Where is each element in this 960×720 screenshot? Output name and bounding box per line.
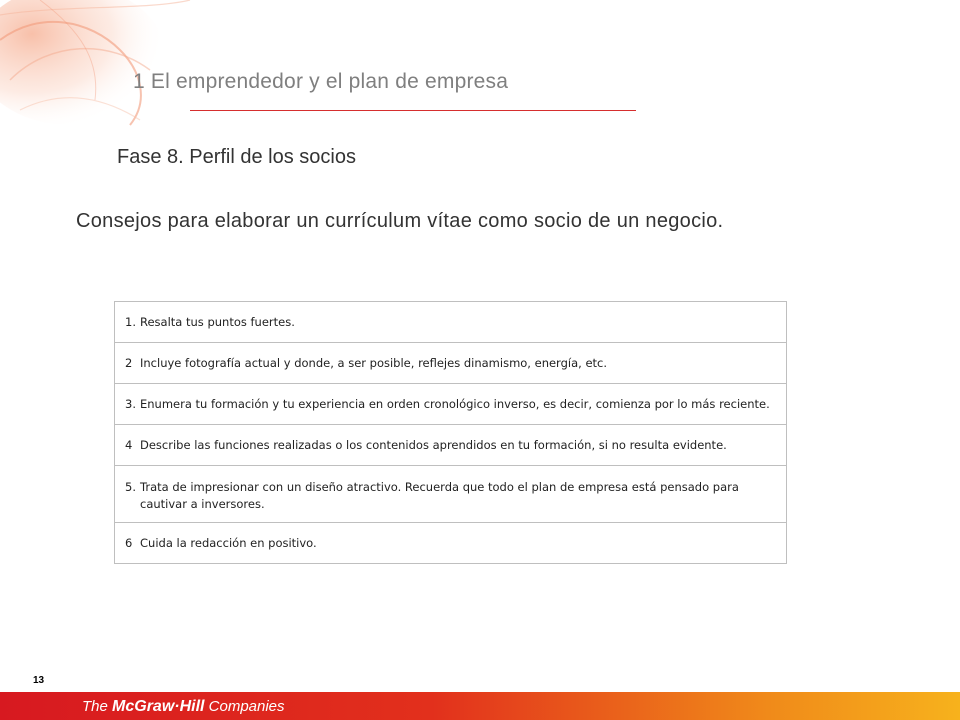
tip-text: Describe las funciones realizadas o los contenidos aprendidos en tu formación, si no resulta evidente. bbox=[140, 437, 727, 452]
footer-bar bbox=[0, 692, 960, 720]
tip-row bbox=[115, 466, 786, 523]
tip-text: Trata de impresionar con un diseño atractivo. Recuerda que todo el plan de empresa está pensado para cautivar a inversores. bbox=[140, 480, 739, 511]
tip-text: Resalta tus puntos fuertes. bbox=[140, 314, 295, 329]
logo-text-name: McGraw·Hill bbox=[112, 698, 205, 715]
logo-text-companies: Companies bbox=[204, 698, 285, 715]
tip-number: 3. bbox=[125, 396, 136, 411]
intro-text: Consejos para elaborar un currículum vítae como socio de un negocio. bbox=[76, 210, 724, 232]
tip-row bbox=[115, 523, 786, 564]
slide-title: 1 El emprendedor y el plan de empresa bbox=[133, 70, 509, 93]
tip-text: Cuida la redacción en positivo. bbox=[140, 535, 317, 550]
tip-text: Enumera tu formación y tu experiencia en orden cronológico inverso, es decir, comienza por lo más reciente. bbox=[140, 396, 770, 411]
tip-number: 2 bbox=[125, 355, 133, 370]
tip-row bbox=[115, 384, 786, 425]
tip-text: Incluye fotografía actual y donde, a ser posible, reflejes dinamismo, energía, etc. bbox=[140, 355, 608, 370]
page-number: 13 bbox=[33, 675, 45, 686]
tip-row bbox=[115, 302, 786, 343]
tip-row bbox=[115, 343, 786, 384]
tip-number: 5. bbox=[125, 480, 136, 494]
tip-number: 1. bbox=[125, 314, 136, 329]
tip-number: 6 bbox=[125, 535, 133, 550]
logo-text-the: The bbox=[82, 698, 113, 715]
title-underline bbox=[190, 110, 636, 111]
section-subtitle: Fase 8. Perfil de los socios bbox=[117, 146, 356, 168]
tip-row bbox=[115, 425, 786, 466]
publisher-logo bbox=[82, 698, 285, 716]
tips-table bbox=[114, 301, 787, 564]
tip-number: 4 bbox=[125, 437, 133, 452]
